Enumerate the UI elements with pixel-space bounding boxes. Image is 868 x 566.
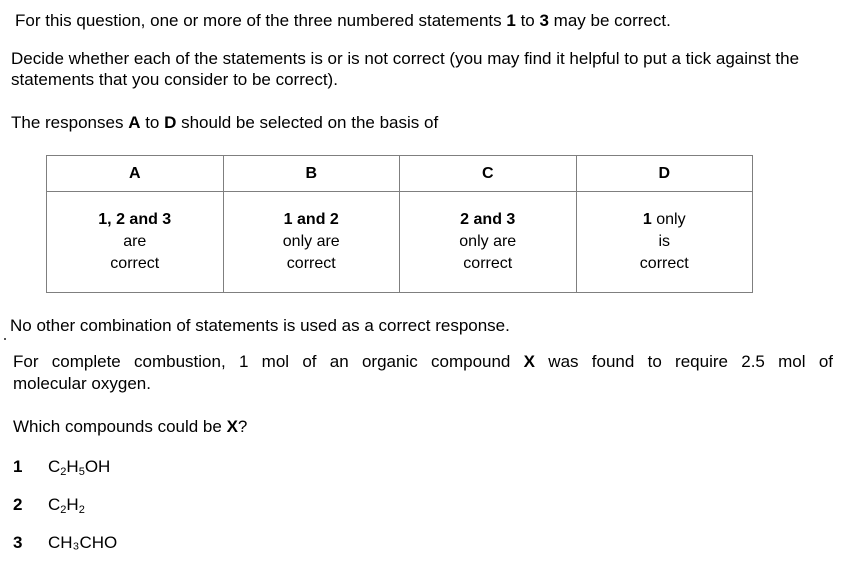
table-row <box>47 192 753 293</box>
header-b: B <box>223 156 400 192</box>
statement-1-number: 1 <box>13 457 23 476</box>
cell-b <box>223 192 400 293</box>
header-a: A <box>47 156 224 192</box>
cell-a-statements: 1, 2 and 3 <box>98 211 172 228</box>
header-c: C <box>400 156 577 192</box>
statement-1-formula: $C_2H_5OH$ <box>48 457 111 478</box>
table-header-row <box>47 156 753 192</box>
intro-line-3: The responses A to D should be selected on the basis of <box>11 113 439 132</box>
question-stem <box>13 351 833 395</box>
intro-line-2: Decide whether each of the statements is or is not correct (you may find it helpful to put a tick against the statements that you consider to be correct). <box>11 49 800 89</box>
cell-c-statements: 2 and 3 <box>460 211 516 228</box>
stray-mark <box>4 338 6 340</box>
cell-b-line2: only are <box>282 233 340 250</box>
cell-c-line3: correct <box>463 255 513 272</box>
cell-d-statements: 1 only <box>642 211 686 228</box>
stem-line-2: molecular oxygen. <box>13 374 151 393</box>
stem-line-1: For complete combustion, 1 mol of an organic compound X was found to require 2.5 mol of <box>13 352 833 371</box>
response-key-table <box>46 155 753 293</box>
cell-b-statements: 1 and 2 <box>283 211 339 228</box>
cell-d-line2: is <box>658 233 671 250</box>
cell-c <box>400 192 577 293</box>
statement-2 <box>13 495 85 515</box>
statement-3-formula: CH₃CHO <box>48 533 118 552</box>
cell-d-line3: correct <box>639 255 689 272</box>
cell-a-line3: correct <box>110 255 160 272</box>
cell-d <box>576 192 753 293</box>
statement-3 <box>13 533 117 553</box>
cell-a <box>47 192 224 293</box>
cell-a-line2: are <box>123 233 147 250</box>
cell-b-line3: correct <box>286 255 336 272</box>
no-other-combination-note: No other combination of statements is used as a correct response. <box>10 316 510 335</box>
intro-line-1: For this question, one or more of the three numbered statements 1 to 3 may be correct. <box>15 11 671 30</box>
cell-c-line2: only are <box>459 233 517 250</box>
statement-2-formula: $C_2H_2$ <box>48 495 85 516</box>
statement-2-number: 2 <box>13 495 23 514</box>
header-d: D <box>576 156 753 192</box>
statement-3-number: 3 <box>13 533 23 552</box>
statement-1 <box>13 457 110 477</box>
question-prompt: Which compounds could be X? <box>13 417 248 436</box>
